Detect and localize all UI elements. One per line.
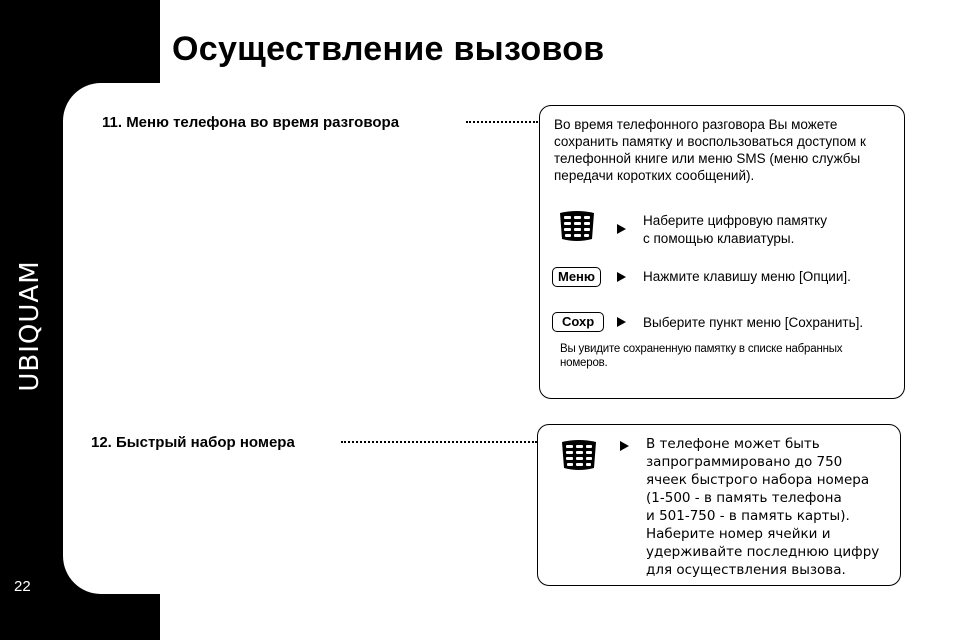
section-12-heading: 12. Быстрый набор номера <box>91 434 295 451</box>
brand-logo: UBIQUAM <box>15 260 45 392</box>
right-triangle-icon <box>617 317 626 327</box>
menu-key: Меню <box>552 267 601 287</box>
step-1-line-2: с помощью клавиатуры. <box>643 231 795 246</box>
section-11-note: Вы увидите сохраненную памятку в списке набранных номеров. <box>560 343 843 369</box>
section-12-text: В телефоне может быть запрограммировано до 750 ячеек быстрого набора номера (1-500 - в память телефона и 501-750 - в память карты). Наберите номер ячейки и удерживайте последнюю цифру для осуществления вызова. <box>646 436 880 578</box>
step-1-line-1: Наберите цифровую памятку <box>643 213 827 228</box>
page-number: 22 <box>14 578 31 595</box>
page-title: Осуществление вызовов <box>172 30 605 68</box>
keypad-icon <box>560 439 598 471</box>
footer-area <box>160 594 954 640</box>
right-triangle-icon <box>617 224 626 234</box>
section-11-heading: 11. Меню телефона во время разговора <box>102 114 400 131</box>
right-triangle-icon <box>617 272 626 282</box>
right-triangle-icon <box>620 441 629 451</box>
section-11-box <box>539 105 905 399</box>
keypad-icon <box>558 210 596 242</box>
step-2-text: Нажмите клавишу меню [Опции]. <box>643 269 851 284</box>
leader-line <box>341 441 537 443</box>
section-11-intro: Во время телефонного разговора Вы можете сохранить памятку и воспользоваться доступом к телефонной книге или меню SMS (меню службы передачи коротких сообщений). <box>554 117 866 183</box>
save-key: Сохр <box>552 312 604 332</box>
leader-line <box>466 121 538 123</box>
section-12-box <box>537 424 901 586</box>
step-3-text: Выберите пункт меню [Сохранить]. <box>643 315 864 330</box>
